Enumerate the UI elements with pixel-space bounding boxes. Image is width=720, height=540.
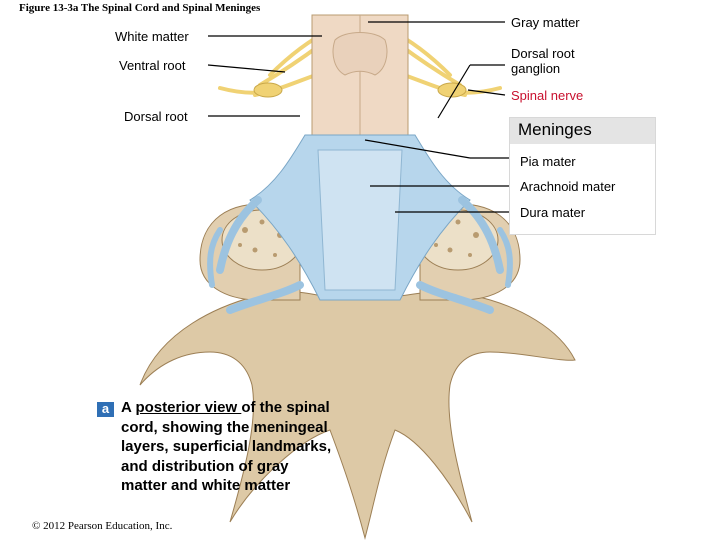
label-white-matter: White matter [115,29,189,44]
label-dorsal-root-ganglion: Dorsal root ganglion [511,46,575,76]
caption-part2: of the spinal cord, showing the meningeal layers, superficial landmarks, and distribution of gray matter and white matter [121,399,332,494]
meninges-panel [509,117,656,235]
label-gray-matter: Gray matter [511,15,580,30]
label-arachnoid-mater: Arachnoid mater [520,179,616,194]
meninges-title: Meninges [518,120,592,139]
caption-badge: a [97,402,114,417]
meninges-header [510,118,655,144]
label-ventral-root: Ventral root [119,58,186,73]
label-pia-mater: Pia mater [520,154,576,169]
caption-part1: A [121,399,136,416]
figure-title: Figure 13-3a The Spinal Cord and Spinal Meninges [19,2,261,14]
label-dorsal-root: Dorsal root [124,109,188,124]
caption-text [121,398,336,496]
label-dura-mater: Dura mater [520,205,586,220]
caption-underlined: posterior view [135,399,242,416]
copyright: © 2012 Pearson Education, Inc. [32,520,173,532]
label-spinal-nerve: Spinal nerve [511,88,584,103]
